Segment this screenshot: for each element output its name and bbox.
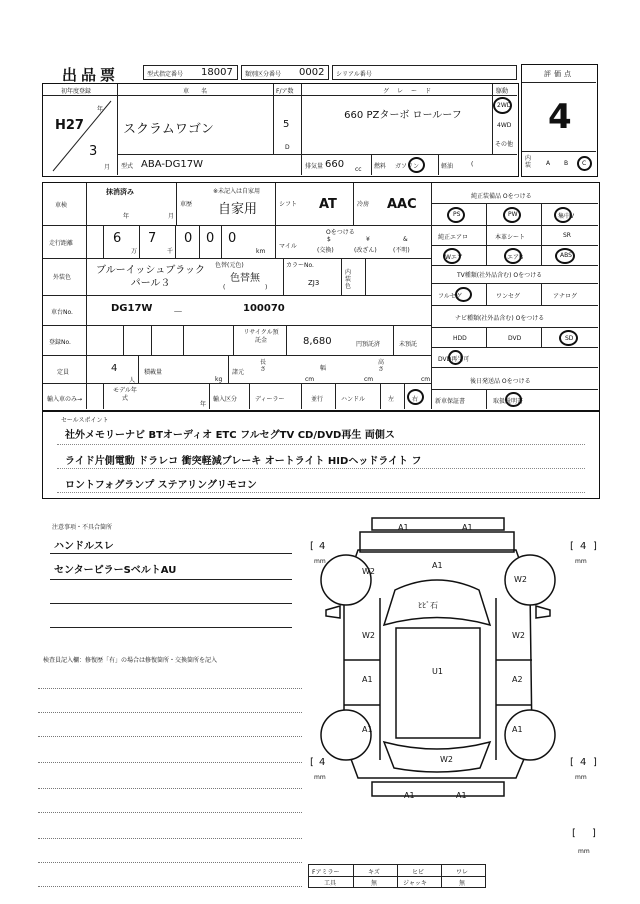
notes-label: 注意事項・不具合箇所 bbox=[52, 524, 113, 531]
meter-mark: $ bbox=[327, 236, 331, 243]
circle-mark bbox=[443, 248, 461, 264]
damage-mark: ﾋﾋﾞ石 bbox=[418, 601, 438, 610]
damage-mark: A1 bbox=[456, 791, 467, 800]
sales-points-box bbox=[42, 411, 600, 499]
hood-front-edge bbox=[360, 532, 514, 552]
legend-cell: 無 bbox=[459, 880, 466, 887]
meter-label: マイル bbox=[279, 243, 297, 250]
aftermarket-title: 後日発送品 Oをつける bbox=[470, 378, 531, 385]
month-unit: 月 bbox=[104, 164, 111, 171]
nav-dvd-play: DVD再生可 bbox=[438, 356, 470, 363]
damage-mark: A1 bbox=[362, 675, 373, 684]
legend-cell: 工具 bbox=[324, 880, 337, 887]
tv-fullseg: フルセグ bbox=[438, 293, 462, 300]
model-year-label: モデル年式 bbox=[113, 387, 137, 402]
nav-hdd: HDD bbox=[453, 335, 467, 342]
import-label: 輸入車のみ→ bbox=[47, 396, 83, 403]
tv-analog: アナログ bbox=[553, 293, 578, 300]
meter-mark: ¥ bbox=[366, 236, 370, 243]
circle-mark bbox=[577, 156, 592, 171]
mileage-label: 走行距離 bbox=[49, 240, 74, 247]
wheel-rear-right bbox=[505, 710, 555, 760]
vehicle-table: 初年度登録 車名 F/ア数 グレード 駆動 H27 年 3 月 スクラムワゴン 5 D 660 PZターボ ロールーフ 2WD 4WD その他 型式 ABA-DG17W 排気量 660 cc 燃料 ガソリン 軽油 ( bbox=[42, 83, 519, 177]
page-title: 出品票 bbox=[62, 66, 120, 84]
mileage-digit: 0 bbox=[228, 231, 237, 246]
exterior-label: 外装色 bbox=[53, 274, 72, 281]
sales-point-line: ライド片側電動 ドラレコ 衝突軽減ブレーキ オートライト HIDヘッドライト フ bbox=[65, 456, 422, 467]
dealer-option: ディーラー bbox=[255, 396, 285, 403]
nav-sd: SD bbox=[565, 335, 574, 342]
history-value: 自家用 bbox=[218, 202, 258, 217]
legend-cell: 無 bbox=[371, 880, 378, 887]
damage-mark: A1 bbox=[362, 725, 373, 734]
aftermarket-warranty: 新車保証書 bbox=[435, 398, 466, 405]
mileage-man: 万 bbox=[131, 248, 138, 255]
damage-mark: A1 bbox=[404, 791, 415, 800]
equip-abs: ABS bbox=[560, 252, 572, 259]
chassis-no: 100070 bbox=[243, 303, 285, 314]
legend-cell: キズ bbox=[368, 869, 380, 876]
interior-color-label: 内装色 bbox=[345, 269, 352, 290]
mileage-digit: 7 bbox=[148, 231, 157, 246]
equip-airbag: エアB bbox=[507, 254, 524, 261]
tread-unit: mm bbox=[575, 774, 587, 781]
chassis-label: 車台No. bbox=[51, 309, 73, 316]
color-code-label: カラーNo. bbox=[286, 262, 314, 269]
legend-cell: Fアミラー bbox=[312, 869, 340, 876]
sales-points-label: セールスポイント bbox=[61, 417, 109, 424]
roof bbox=[396, 628, 480, 738]
cm-unit: cm bbox=[421, 376, 431, 383]
damage-mark: W2 bbox=[514, 575, 527, 584]
fuel-label: 燃料 bbox=[374, 163, 387, 170]
color-change-label: 色替(元色) bbox=[215, 262, 244, 269]
exterior-value: ブルーイッシュブラックパール３ bbox=[96, 265, 205, 289]
meter-check: Oをつける bbox=[326, 229, 355, 236]
damage-mark: A1 bbox=[462, 523, 473, 532]
circle-mark bbox=[493, 97, 512, 114]
legend-table bbox=[308, 864, 486, 888]
serial-label: シリアル番号 bbox=[336, 71, 372, 78]
class-no-box bbox=[241, 65, 329, 80]
sales-point-line: 社外メモリーナビ BTオーディオ ETC フルセグTV CD/DVD再生 両側ス bbox=[65, 430, 395, 441]
light-oil-label: 軽油 bbox=[441, 163, 454, 170]
handle-left: 左 bbox=[388, 396, 395, 403]
displacement-value: 660 bbox=[325, 159, 345, 170]
tread-unit: mm bbox=[314, 558, 326, 565]
doors-unit: D bbox=[285, 144, 290, 151]
drive-2wd: 2WD bbox=[497, 102, 512, 109]
inspector-note: 検査員記入欄：修復歴「有」の場合は修復箇所・交換箇所を記入 bbox=[43, 657, 218, 664]
car-name: スクラムワゴン bbox=[123, 122, 214, 137]
tv-oneseg: ワンセグ bbox=[496, 293, 521, 300]
class-no: 0002 bbox=[299, 67, 325, 78]
nav-dvd: DVD bbox=[508, 335, 522, 342]
cm-unit: cm bbox=[364, 376, 374, 383]
tread-unit: mm bbox=[575, 558, 587, 565]
circle-mark bbox=[505, 392, 522, 407]
handle-label: ハンドル bbox=[341, 396, 366, 403]
interior-c: C bbox=[582, 160, 587, 167]
dims-label: 諸元 bbox=[232, 369, 245, 376]
mileage-digit: 6 bbox=[113, 231, 122, 246]
score-label: 評価点 bbox=[544, 70, 574, 78]
shift-value: AT bbox=[319, 197, 337, 212]
length-label: 長さ bbox=[260, 359, 267, 373]
reg-no-label: 登録No. bbox=[49, 339, 71, 346]
reg-year: H27 bbox=[55, 118, 84, 133]
equip-leather: 本革シート bbox=[495, 234, 526, 241]
inspection-label: 車検 bbox=[55, 202, 68, 209]
equip-pw: PW bbox=[508, 211, 518, 218]
inspection-value: 抹消済み bbox=[106, 188, 134, 196]
shift-label: シフト bbox=[279, 201, 298, 208]
recycle-value: 8,680 bbox=[303, 336, 332, 347]
damage-marks bbox=[362, 523, 527, 800]
color-code-value: ZJ3 bbox=[308, 279, 320, 287]
name-label: 車名 bbox=[183, 88, 220, 95]
doors-label: F/ア数 bbox=[276, 88, 294, 95]
type-no-box bbox=[143, 65, 238, 80]
rear-window bbox=[384, 742, 490, 772]
capacity-unit: 人 bbox=[129, 377, 136, 384]
circle-mark bbox=[408, 157, 425, 173]
doors-value: 5 bbox=[283, 119, 290, 130]
equip-sr: SR bbox=[563, 232, 571, 239]
equip-aero: 純正エアロ bbox=[438, 234, 469, 241]
circle-mark bbox=[448, 350, 463, 365]
wheel-rear-left bbox=[321, 710, 371, 760]
mileage-digit: 0 bbox=[184, 231, 193, 246]
type-no-label: 型式指定番号 bbox=[147, 71, 184, 78]
capacity-value: 4 bbox=[111, 363, 118, 374]
circle-mark bbox=[559, 330, 578, 346]
meter-opt-tamper: (改ざん) bbox=[354, 247, 377, 254]
width-label: 幅 bbox=[320, 365, 327, 372]
displacement-label: 排気量 bbox=[305, 163, 324, 170]
recycle-not: 未預託 bbox=[399, 341, 418, 348]
import-type-label: 輸入区分 bbox=[213, 396, 238, 403]
tread-value-rear-left: 4 bbox=[319, 757, 326, 768]
type-no: 18007 bbox=[201, 67, 233, 78]
km-unit: km bbox=[256, 248, 266, 255]
score-value: 4 bbox=[548, 97, 572, 137]
circle-mark bbox=[447, 207, 465, 223]
tread-unit: mm bbox=[578, 848, 590, 855]
score-box bbox=[521, 64, 598, 177]
tv-title: TV種類(社外品含む) Oをつける bbox=[457, 272, 543, 279]
note-line: ハンドルスレ bbox=[54, 541, 114, 552]
reg-label: 初年度登録 bbox=[61, 88, 92, 95]
grade-label: グレード bbox=[383, 88, 440, 95]
inspection-year: 年 bbox=[123, 213, 130, 220]
class-no-label: 類別区分番号 bbox=[245, 71, 282, 78]
circle-mark bbox=[455, 287, 472, 302]
year-unit: 年 bbox=[97, 106, 104, 113]
interior-label: 内装 bbox=[525, 155, 532, 169]
meter-opt-exchange: (交換) bbox=[317, 247, 334, 254]
color-change-value: 色替無 bbox=[230, 273, 260, 284]
interior-b: B bbox=[564, 160, 569, 167]
equip-ps: PS bbox=[453, 211, 461, 218]
circle-mark bbox=[407, 389, 424, 405]
load-label: 積載量 bbox=[144, 369, 163, 376]
legend-cell: ワレ bbox=[456, 869, 469, 876]
serial-box bbox=[332, 65, 517, 80]
handle-right: 右 bbox=[412, 396, 419, 403]
genuine-title: 純正装備品 Oをつける bbox=[471, 193, 532, 200]
meter-opt-unknown: (不明) bbox=[393, 247, 410, 254]
grade-value: 660 PZターボ ロールーフ bbox=[344, 110, 462, 121]
aftermarket-manual: 取扱説明書 bbox=[493, 398, 524, 405]
height-label: 高さ bbox=[378, 359, 385, 373]
mileage-digit: 0 bbox=[206, 231, 215, 246]
tread-unit: mm bbox=[314, 774, 326, 781]
meter-mark: & bbox=[403, 236, 408, 243]
damage-mark: W2 bbox=[440, 755, 453, 764]
circle-mark bbox=[555, 248, 575, 264]
circle-mark bbox=[503, 207, 521, 223]
fuel-value: ガソリン bbox=[395, 163, 420, 170]
damage-mark: A1 bbox=[432, 561, 443, 570]
history-note: ※未記入は自家用 bbox=[213, 188, 261, 195]
drive-other: その他 bbox=[495, 141, 514, 148]
kg-unit: kg bbox=[215, 376, 223, 383]
sales-point-line: ロントフォグランプ ステアリングリモコン bbox=[65, 480, 257, 491]
model-year-unit: 年 bbox=[200, 401, 207, 408]
ac-value: AAC bbox=[387, 197, 417, 212]
equip-w-airbag: Wエア bbox=[445, 254, 463, 261]
capacity-label: 定員 bbox=[57, 369, 70, 376]
details-table: 車検 抹消済み 年 月 車歴 ※未記入は自家用 自家用 シフト AT 冷房 AAC 走行距離 6 万 7 千 0 0 0 km Oをつける マイル $ (交換) ¥ (改ざん) & (不明) 外装色 ブルーイッシュブラックパール３ 色替(元色) 色替無 ( ) カラーNo. ZJ3 内装色 車台No. DG17W － 100070 登録No. リサイクル預託金 8,680 円預託済 未預託 定員 4 人 積載量 kg 諸元 長さ cm 幅 cm 高さ cm 輸入車のみ→ モデル年式 年 輸入区分 ディーラー 並行 ハンドル 左 右 純正装備品 Oをつける PS PW 集中V 純正エアロ 本革シート SR Wエア エアB ABS TV種類(社外品含む) Oをつける フルセグ ワンセグ アナログ ナビ種類(社外品含む) Oをつける HDD DVD SD DVD再生可 後日発送品 Oをつける 新車保証書 取扱説明書 bbox=[42, 182, 600, 411]
drive-4wd: 4WD bbox=[497, 122, 512, 129]
reg-month: 3 bbox=[89, 144, 98, 159]
note-line: センターピラーSベルトAU bbox=[54, 565, 177, 576]
front-bumper bbox=[372, 518, 504, 530]
wheel-front-right bbox=[505, 555, 555, 605]
body-outline bbox=[344, 550, 532, 778]
damage-mark: W2 bbox=[512, 631, 525, 640]
interior-a: A bbox=[546, 160, 551, 167]
ac-label: 冷房 bbox=[357, 201, 370, 208]
legend-cell: ジャッキ bbox=[403, 880, 427, 887]
history-label: 車歴 bbox=[180, 201, 193, 208]
damage-mark: U1 bbox=[432, 667, 443, 676]
recycle-label: リサイクル預託金 bbox=[243, 329, 279, 344]
chassis-dash: － bbox=[173, 307, 183, 318]
legend-cell: ヒビ bbox=[412, 869, 425, 876]
recycle-unit: 円預託済 bbox=[356, 341, 381, 348]
rear-bumper bbox=[372, 782, 504, 796]
car-damage-diagram bbox=[300, 510, 610, 810]
circle-mark bbox=[554, 207, 575, 223]
damage-mark: W2 bbox=[362, 631, 375, 640]
model-label: 型式 bbox=[121, 163, 134, 170]
circle-mark bbox=[504, 248, 522, 264]
damage-mark: A1 bbox=[398, 523, 409, 532]
inspection-month: 月 bbox=[168, 213, 175, 220]
tread-value-rear-right: 4 bbox=[580, 757, 587, 768]
cc-unit: cc bbox=[355, 166, 362, 173]
damage-mark: W2 bbox=[362, 567, 375, 576]
drive-label: 駆動 bbox=[496, 88, 509, 95]
nav-title: ナビ種類(社外品含む) Oをつける bbox=[455, 315, 545, 322]
parallel-option: 並行 bbox=[311, 396, 324, 403]
tread-value-front-left: 4 bbox=[319, 541, 326, 552]
tread-value-front-right: 4 bbox=[580, 541, 587, 552]
equip-central-lock: 集中V bbox=[558, 213, 575, 220]
wheel-front-left bbox=[321, 555, 371, 605]
damage-mark: A1 bbox=[512, 725, 523, 734]
cm-unit: cm bbox=[305, 376, 315, 383]
model-value: ABA-DG17W bbox=[141, 159, 203, 170]
chassis-prefix: DG17W bbox=[111, 303, 153, 314]
damage-mark: A2 bbox=[512, 675, 523, 684]
mileage-sen: 千 bbox=[167, 248, 174, 255]
